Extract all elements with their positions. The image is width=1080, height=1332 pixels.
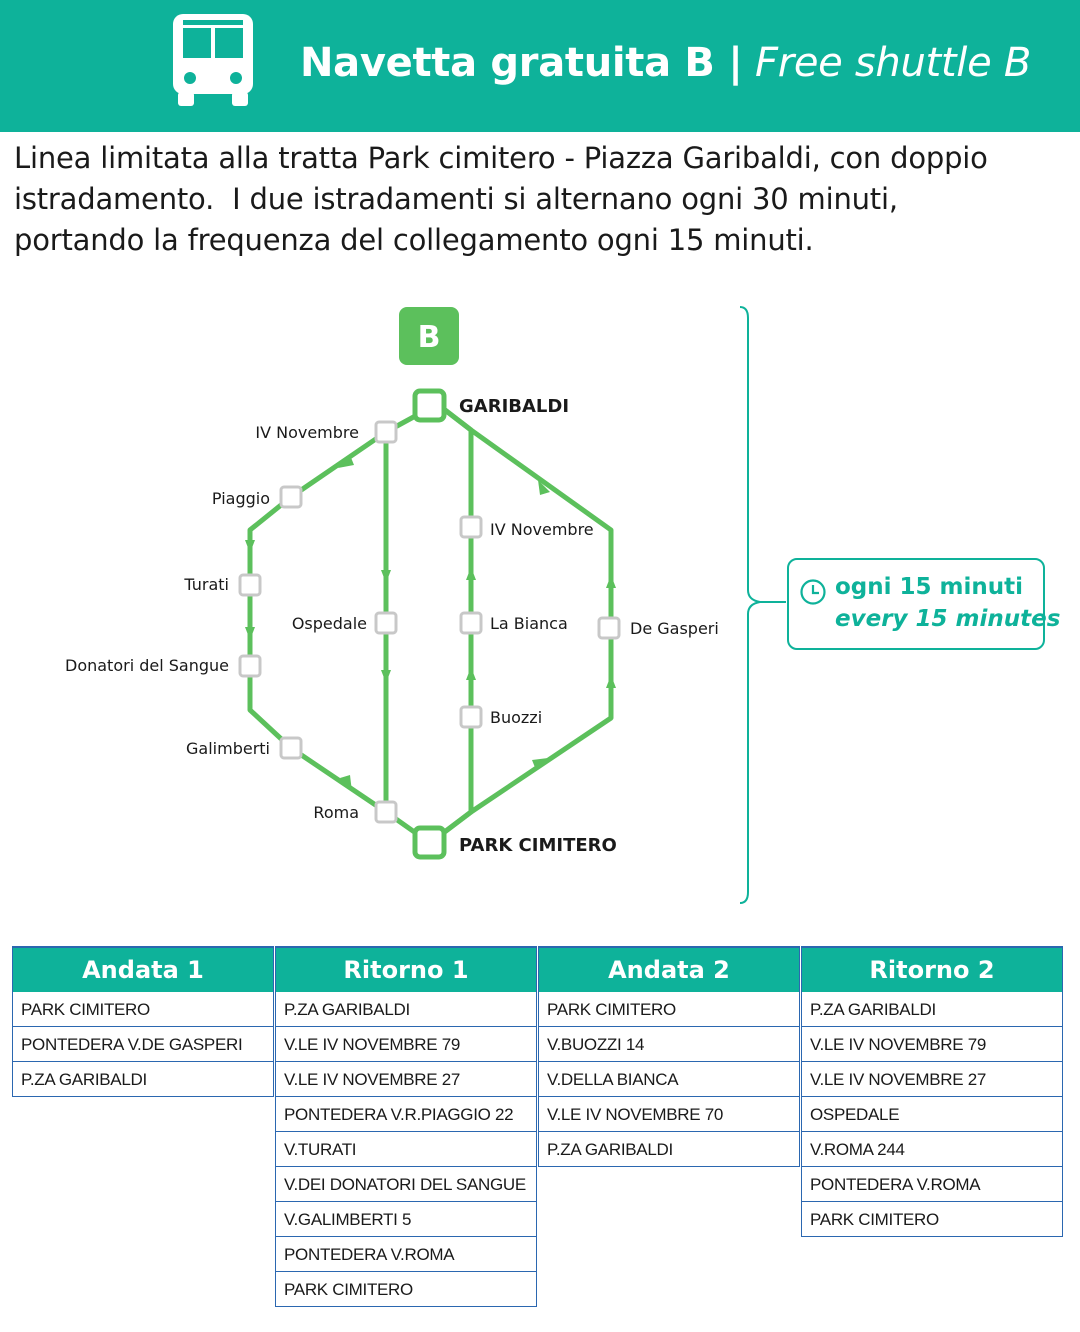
table-header: Ritorno 2 bbox=[801, 946, 1063, 992]
line-badge-label: B bbox=[417, 320, 441, 355]
stop-galimberti-label: Galimberti bbox=[186, 739, 270, 758]
terminal-park-cimitero-marker bbox=[415, 828, 444, 857]
table-row: V.GALIMBERTI 5 bbox=[276, 1202, 536, 1237]
frequency-english: every 15 minutes bbox=[835, 606, 1061, 632]
table-row: PONTEDERA V.R.PIAGGIO 22 bbox=[276, 1097, 536, 1132]
table-ritorno-2 bbox=[801, 946, 1063, 1237]
intro-line-1: Linea limitata alla tratta Park cimitero - Piazza Garibaldi, con doppio bbox=[14, 141, 988, 175]
stop-turati-label: Turati bbox=[184, 575, 229, 594]
stop-buozzi-marker bbox=[461, 707, 481, 727]
frequency-brace bbox=[740, 307, 786, 903]
table-row: PARK CIMITERO bbox=[802, 1202, 1062, 1237]
table-row: PONTEDERA V.DE GASPERI bbox=[13, 1027, 273, 1062]
bus-icon bbox=[168, 10, 258, 110]
stop-iv-novembre-left-label: IV Novembre bbox=[255, 423, 359, 442]
table-andata-2 bbox=[538, 946, 800, 1167]
title-italian: Navetta gratuita B | bbox=[300, 40, 743, 86]
terminal-garibaldi-marker bbox=[415, 391, 444, 420]
terminal-garibaldi-label: GARIBALDI bbox=[459, 396, 570, 417]
title-english: Free shuttle B bbox=[754, 40, 1031, 86]
table-row: OSPEDALE bbox=[802, 1097, 1062, 1132]
stop-piaggio-label: Piaggio bbox=[211, 489, 270, 508]
table-row: P.ZA GARIBALDI bbox=[276, 992, 536, 1027]
table-row: V.LE IV NOVEMBRE 27 bbox=[802, 1062, 1062, 1097]
table-row: P.ZA GARIBALDI bbox=[13, 1062, 273, 1097]
stop-galimberti-marker bbox=[281, 738, 301, 758]
table-row: V.TURATI bbox=[276, 1132, 536, 1167]
table-row: P.ZA GARIBALDI bbox=[802, 992, 1062, 1027]
stop-iv-novembre-left-marker bbox=[376, 422, 396, 442]
clock-icon bbox=[799, 578, 827, 606]
table-row: V.LE IV NOVEMBRE 27 bbox=[276, 1062, 536, 1097]
table-row: V.LE IV NOVEMBRE 79 bbox=[802, 1027, 1062, 1062]
stop-donatori-marker bbox=[240, 656, 260, 676]
table-row: V.BUOZZI 14 bbox=[539, 1027, 799, 1062]
intro-line-2: istradamento. I due istradamenti si alternano ogni 30 minuti, bbox=[14, 182, 898, 216]
table-row: PARK CIMITERO bbox=[13, 992, 273, 1027]
intro-line-3: portando la frequenza del collegamento ogni 15 minuti. bbox=[14, 223, 814, 257]
table-ritorno-1 bbox=[275, 946, 537, 1307]
terminal-park-cimitero-label: PARK CIMITERO bbox=[459, 835, 617, 856]
stop-tables bbox=[12, 946, 1064, 1326]
intro-paragraph bbox=[14, 138, 1074, 261]
table-row: PARK CIMITERO bbox=[539, 992, 799, 1027]
table-header: Andata 1 bbox=[12, 946, 274, 992]
stop-la-bianca-marker bbox=[461, 613, 481, 633]
stop-iv-novembre-right-marker bbox=[461, 517, 481, 537]
table-header: Andata 2 bbox=[538, 946, 800, 992]
stop-roma-marker bbox=[376, 802, 396, 822]
table-row: V.LE IV NOVEMBRE 70 bbox=[539, 1097, 799, 1132]
stop-ospedale-marker bbox=[376, 613, 396, 633]
table-andata-1 bbox=[12, 946, 274, 1097]
frequency-box bbox=[787, 558, 1061, 650]
stop-turati-marker bbox=[240, 575, 260, 595]
header-banner bbox=[0, 0, 1080, 132]
stop-donatori-label: Donatori del Sangue bbox=[65, 656, 229, 675]
stop-iv-novembre-right-label: IV Novembre bbox=[490, 520, 594, 539]
frequency-italian: ogni 15 minuti bbox=[835, 574, 1024, 600]
page-title bbox=[300, 40, 1031, 86]
stop-roma-label: Roma bbox=[313, 803, 359, 822]
stop-ospedale-label: Ospedale bbox=[291, 614, 367, 633]
table-row: V.DEI DONATORI DEL SANGUE bbox=[276, 1167, 536, 1202]
table-row: V.DELLA BIANCA bbox=[539, 1062, 799, 1097]
table-row: PARK CIMITERO bbox=[276, 1272, 536, 1307]
stop-de-gasperi-marker bbox=[599, 618, 619, 638]
table-row: PONTEDERA V.ROMA bbox=[276, 1237, 536, 1272]
table-header: Ritorno 1 bbox=[275, 946, 537, 992]
stop-buozzi-label: Buozzi bbox=[490, 708, 543, 727]
table-row: PONTEDERA V.ROMA bbox=[802, 1167, 1062, 1202]
table-row: V.LE IV NOVEMBRE 79 bbox=[276, 1027, 536, 1062]
stop-piaggio-marker bbox=[281, 487, 301, 507]
stop-de-gasperi-label: De Gasperi bbox=[630, 619, 719, 638]
table-row: P.ZA GARIBALDI bbox=[539, 1132, 799, 1167]
stop-la-bianca-label: La Bianca bbox=[490, 614, 568, 633]
table-row: V.ROMA 244 bbox=[802, 1132, 1062, 1167]
